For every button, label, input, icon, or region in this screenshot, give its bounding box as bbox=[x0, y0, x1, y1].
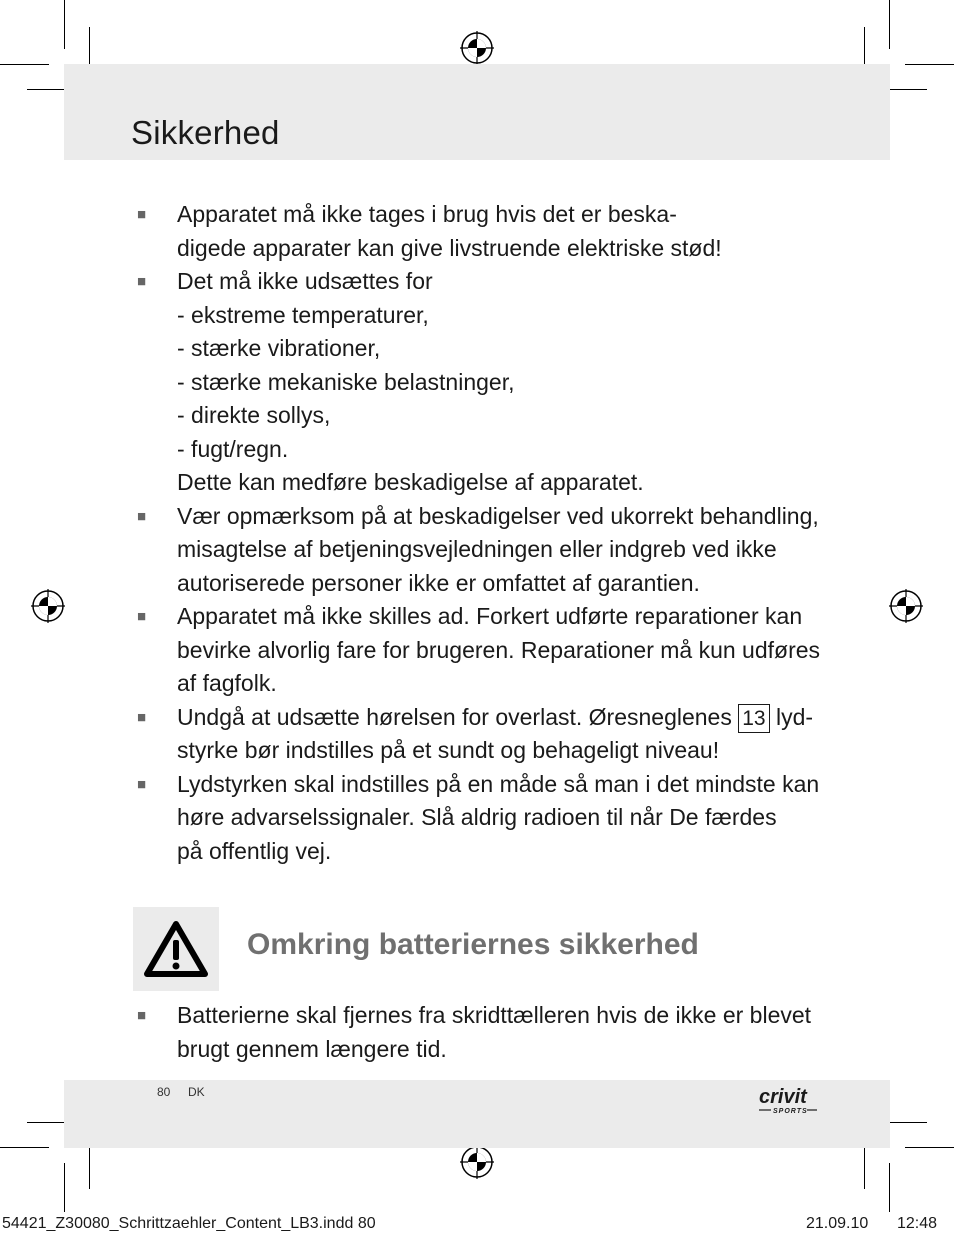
crop-mark bbox=[64, 1163, 65, 1212]
text-line: autoriserede personer ikke er omfattet af garantien. bbox=[177, 569, 700, 596]
logo-subtext: SPORTS bbox=[773, 1108, 808, 1115]
list-item bbox=[131, 600, 831, 701]
text-line: - fugt/regn. bbox=[177, 435, 289, 462]
text-line: Dette kan medføre beskadigelse af apparatet. bbox=[177, 469, 644, 495]
text-line: Batterierne skal fjernes fra skridttælleren hvis de ikke er blevet bbox=[177, 1002, 812, 1028]
text-line: digede apparater kan give livstruende elektriske stød! bbox=[177, 234, 722, 261]
crop-mark bbox=[905, 1147, 954, 1148]
text-line: brugt gennem længere tid. bbox=[177, 1035, 447, 1062]
text-line: - stærke vibrationer, bbox=[177, 335, 381, 361]
print-slug-date: 21.09.10 bbox=[806, 1215, 869, 1232]
text-line: - ekstreme temperaturer, bbox=[177, 301, 429, 328]
crop-mark bbox=[889, 0, 890, 49]
registration-mark-icon bbox=[889, 589, 923, 623]
crop-mark bbox=[889, 1163, 890, 1212]
list-item bbox=[131, 265, 831, 500]
battery-list bbox=[131, 999, 831, 1066]
list-item bbox=[131, 701, 831, 768]
crop-mark bbox=[905, 64, 954, 65]
crivit-sports-logo bbox=[757, 1083, 825, 1117]
text-line: - stærke mekaniske belastninger, bbox=[177, 368, 515, 395]
text-line: Lydstyrken skal indstilles på en måde så man i det mindste kan bbox=[177, 770, 820, 797]
text-segment: lyd- bbox=[776, 703, 814, 730]
text-line: - direkte sollys, bbox=[177, 402, 331, 428]
text-segment: Undgå at udsætte hørelsen for overlast. Øresneglenes bbox=[177, 703, 732, 730]
print-slug-filename: 54421_Z30080_Schrittzaehler_Content_LB3.indd 80 bbox=[2, 1215, 376, 1232]
crop-mark bbox=[0, 1147, 49, 1148]
registration-mark-icon bbox=[460, 31, 494, 65]
language-code: DK bbox=[188, 1085, 205, 1099]
list-item bbox=[131, 768, 831, 869]
list-item bbox=[131, 500, 831, 601]
text-line: misagtelse af betjeningsvejledningen eller indgreb ved ikke bbox=[177, 536, 777, 562]
reference-number-badge: 13 bbox=[738, 704, 769, 733]
crop-mark bbox=[64, 0, 65, 49]
logo-text: crivit bbox=[759, 1086, 807, 1108]
bullet-icon: ■ bbox=[137, 206, 147, 223]
bullet-icon: ■ bbox=[137, 1007, 147, 1024]
registration-mark-icon bbox=[31, 589, 65, 623]
text-line: bevirke alvorlig fare for brugeren. Reparationer må kun udføres bbox=[177, 636, 821, 663]
safety-list bbox=[131, 198, 831, 868]
registration-mark-icon bbox=[460, 1145, 494, 1179]
bullet-icon: ■ bbox=[137, 708, 147, 726]
bullet-icon: ■ bbox=[137, 273, 147, 290]
text-line: på offentlig vej. bbox=[177, 837, 332, 864]
text-line: styrke bør indstilles på et sundt og behageligt niveau! bbox=[177, 737, 720, 763]
list-item bbox=[131, 198, 831, 265]
warning-triangle-icon bbox=[143, 920, 209, 978]
text-line: Det må ikke udsættes for bbox=[177, 268, 433, 294]
text-line: af fagfolk. bbox=[177, 670, 277, 696]
text-line: Apparatet må ikke tages i brug hvis det er beska- bbox=[177, 201, 677, 227]
bullet-icon: ■ bbox=[137, 507, 147, 525]
page-number: 80 bbox=[157, 1085, 171, 1099]
text-line: Vær opmærksom på at beskadigelser ved ukorrekt behandling, bbox=[177, 502, 819, 529]
section-heading: Omkring batteriernes sikkerhed bbox=[247, 928, 699, 961]
warning-icon-box bbox=[133, 907, 219, 991]
text-line: høre advarselssignaler. Slå aldrig radioen til når De færdes bbox=[177, 804, 777, 830]
bullet-icon: ■ bbox=[137, 608, 147, 625]
list-item bbox=[131, 999, 831, 1066]
bullet-icon: ■ bbox=[137, 775, 147, 793]
print-slug-time: 12:48 bbox=[897, 1215, 938, 1232]
crop-mark bbox=[0, 64, 49, 65]
text-line bbox=[177, 701, 831, 735]
text-line: Apparatet må ikke skilles ad. Forkert udførte reparationer kan bbox=[177, 603, 803, 629]
page-title: Sikkerhed bbox=[131, 114, 280, 151]
